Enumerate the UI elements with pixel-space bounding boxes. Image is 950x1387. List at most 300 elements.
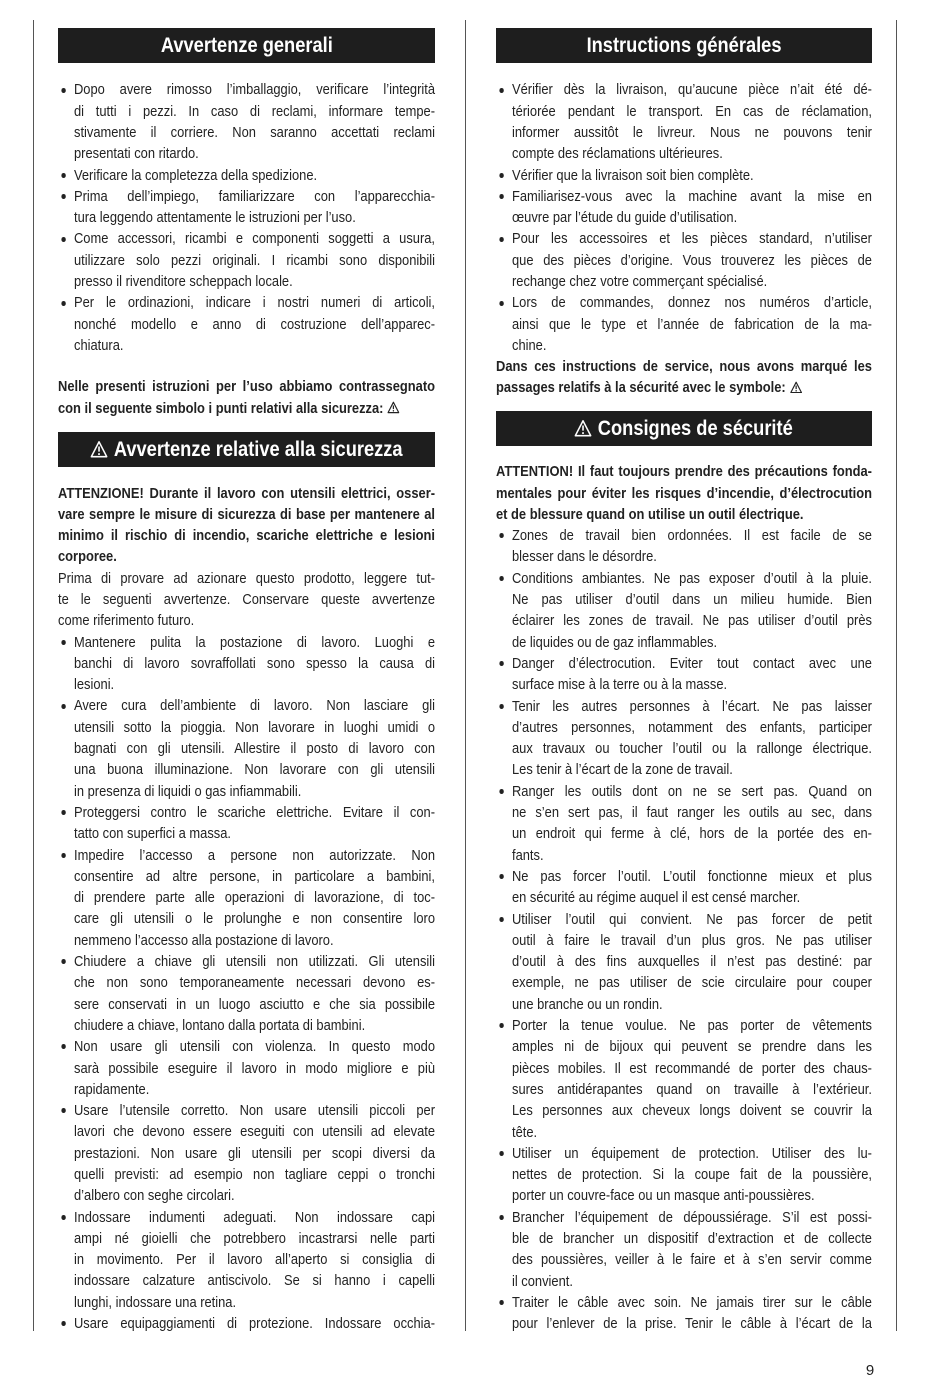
text-line	[74, 1058, 435, 1079]
bold-paragraph	[58, 483, 435, 568]
text-line	[512, 143, 872, 164]
bullet-marker	[61, 173, 66, 178]
line-text: lesioni.	[73, 676, 115, 694]
line-text: Les tenir à l’écart de la zone de travail.	[511, 761, 733, 779]
warning-icon	[388, 401, 400, 414]
text-line	[74, 1143, 435, 1164]
text-line	[74, 250, 435, 271]
line-text: indossare calzature antiscivolo. Se si hanno i capelli	[73, 1272, 436, 1290]
line-text: nemmeno l’accesso alla postazione di lavoro.	[73, 931, 334, 949]
warning-icon	[90, 440, 107, 458]
bullet-item	[496, 781, 872, 866]
line-text: quelli previsti: ad esempio non tagliare ceppi o tronchi	[73, 1166, 436, 1183]
bullet-item	[58, 165, 435, 186]
bullet-item	[58, 79, 435, 164]
general-instructions-list-fr	[496, 79, 872, 356]
text-line	[74, 908, 435, 929]
bullet-marker	[61, 810, 66, 815]
section-header-general-fr	[496, 28, 872, 63]
line-text: en sécurité au régime auquel il est censé marcher.	[511, 889, 801, 907]
line-text: vare sempre le misure di sicurezza di base per mantenere al	[58, 505, 436, 523]
text-line	[58, 483, 435, 504]
safety-symbol-note-it	[58, 376, 435, 419]
line-text: Danger d’électrocution. Eviter tout contact avec une	[511, 654, 872, 672]
line-text: pièces mobiles. Il est recommandé de porter des chaus-	[511, 1059, 872, 1077]
text-line	[74, 79, 435, 100]
line-text: con il seguente simbolo i punti relativi alla sicurezza:	[58, 399, 384, 417]
bold-paragraph	[496, 461, 872, 525]
text-line	[58, 610, 435, 631]
text-line	[512, 1207, 872, 1228]
text-line	[496, 504, 872, 525]
line-text: Ranger les outils dont on ne se sert pas. Quand on	[511, 782, 872, 800]
safety-instructions-fr	[496, 461, 872, 1334]
text-line	[74, 994, 435, 1015]
line-text: surface mise à la terre ou à la masse.	[511, 676, 728, 694]
bullet-marker	[499, 194, 504, 199]
text-line	[74, 1121, 435, 1142]
warning-icon	[790, 381, 802, 394]
text-line	[512, 972, 872, 993]
text-line	[74, 1207, 435, 1228]
line-text: lunghi, indossare una retina.	[73, 1293, 237, 1311]
bullet-marker	[499, 661, 504, 666]
text-line	[74, 738, 435, 759]
text-line	[74, 207, 435, 228]
section-header-content	[90, 432, 402, 467]
text-line	[512, 314, 872, 335]
line-text: come riferimento futuro.	[58, 612, 195, 630]
text-line	[512, 674, 872, 695]
bullet-marker	[61, 959, 66, 964]
text-line	[58, 398, 435, 419]
text-line	[512, 1228, 872, 1249]
text-line	[512, 525, 872, 546]
text-line	[74, 1185, 435, 1206]
line-text: utensili sotto la pioggia. Non lavorare in luoghi umidi o	[73, 718, 436, 736]
text-line	[74, 781, 435, 802]
line-text: Come accessori, ricambi e componenti soggetti a usura,	[73, 230, 436, 248]
text-line	[512, 568, 872, 589]
text-line	[512, 186, 872, 207]
line-text: lavori che devono essere eseguiti con utensili ad elevate	[73, 1123, 436, 1141]
text-line	[512, 292, 872, 313]
bullet-marker	[499, 874, 504, 879]
bullet-item	[496, 696, 872, 781]
line-text: Dopo avere rimosso l’imballaggio, verificare l’integrità	[73, 81, 436, 99]
bullet-marker	[499, 1215, 504, 1220]
text-line	[512, 930, 872, 951]
line-text: un endroit qui ferme à clé, hors de la portée des en-	[511, 825, 872, 843]
line-text: care gli utensili o le prolunghe e non consentire loro	[73, 910, 436, 928]
paragraph	[58, 568, 435, 632]
bullet-item	[496, 292, 872, 356]
text-line	[512, 887, 872, 908]
text-line	[512, 1292, 872, 1313]
section-header-content	[575, 411, 793, 446]
line-text: sarà possibile eseguire il lavoro in modo migliore e più	[73, 1059, 436, 1077]
line-text: Traiter le câble avec soin. Ne jamais tirer sur le câble	[511, 1293, 872, 1311]
bullet-marker	[61, 1321, 66, 1326]
bullet-marker	[499, 1023, 504, 1028]
line-text: passages relatifs à la sécurité avec le symbole:	[496, 379, 786, 397]
bullet-item	[496, 165, 872, 186]
text-line	[58, 546, 435, 567]
line-text: Ne pas utiliser d’outil dans un milieu humide. Bien	[511, 591, 872, 609]
line-text: ble de brancher un dispositif d’extraction et de collecte	[511, 1229, 872, 1247]
line-text: Les personnes aux cheveux longs doivent se couvrir la	[511, 1102, 872, 1120]
text-line	[512, 207, 872, 228]
bullet-item	[496, 568, 872, 653]
line-text: Utiliser un équipement de protection. Utiliser des lu-	[511, 1144, 872, 1162]
bullet-item	[58, 1207, 435, 1313]
bullet-item	[58, 695, 435, 801]
safety-instructions-it	[58, 483, 435, 1335]
text-line	[512, 589, 872, 610]
text-line	[512, 1185, 872, 1206]
bullet-item	[496, 1015, 872, 1143]
text-line	[74, 866, 435, 887]
text-line	[74, 972, 435, 993]
line-text: banchi di lavoro sovraffollati sono spesso la causa di	[73, 654, 436, 672]
text-line	[74, 951, 435, 972]
line-text: compte des réclamations ultérieures.	[511, 145, 723, 163]
text-line	[512, 79, 872, 100]
text-line	[512, 759, 872, 780]
text-line	[58, 504, 435, 525]
text-line	[512, 1036, 872, 1057]
line-text: Mantenere pulita la postazione di lavoro. Luoghi e	[73, 633, 436, 651]
text-line	[74, 228, 435, 249]
section-header-safety-it	[58, 432, 435, 467]
bullet-marker	[61, 704, 66, 709]
line-text: aux travaux ou toucher l’outil ou la rallonge électrique.	[511, 740, 872, 758]
safety-symbol-note-fr	[496, 356, 872, 399]
line-text: Ne pas forcer l’outil. L’outil fonctionne mieux et plus	[511, 867, 872, 885]
line-text: informer aussitôt le livreur. Nous ne pouvons tenir	[511, 123, 872, 141]
line-text: utilizzare solo pezzi originali. I ricambi sono disponibili	[73, 251, 436, 269]
bullet-marker	[499, 301, 504, 306]
text-line	[512, 1058, 872, 1079]
text-line	[74, 271, 435, 292]
bullet-item	[496, 525, 872, 568]
section-header-general-it	[58, 28, 435, 63]
bullet-item	[58, 186, 435, 229]
bullet-item	[496, 1292, 872, 1335]
text-line	[74, 653, 435, 674]
text-line	[512, 717, 872, 738]
bullet-marker	[61, 640, 66, 645]
line-text: sere conservati in un luogo asciutto e che sia possibile	[73, 995, 436, 1013]
text-line	[512, 781, 872, 802]
text-line	[74, 759, 435, 780]
text-line	[74, 823, 435, 844]
line-text: blesser dans le désordre.	[511, 548, 657, 566]
line-text: Vérifier que la livraison soit bien complète.	[511, 166, 754, 184]
bullet-item	[496, 1207, 872, 1292]
line-text: Tenir les autres personnes à l’écart. Ne pas laisser	[511, 697, 872, 715]
line-text: ainsi que le type et l’année de fabrication de la ma-	[511, 315, 872, 333]
text-line	[496, 377, 872, 398]
bullet-marker	[499, 789, 504, 794]
text-line	[512, 250, 872, 271]
line-text: nettes de protection. Si la coupe fait de la poussière,	[511, 1166, 872, 1184]
bullet-marker	[499, 88, 504, 93]
line-text: pour l’enlever de la prise. Tenir le câble à l’écart de la	[511, 1315, 872, 1333]
line-text: in presenza di liquidi o gas infiammabili.	[73, 782, 302, 800]
line-text: chiudere a chiave, lontano dalla portata di bambini.	[73, 1016, 366, 1034]
text-line	[74, 1036, 435, 1057]
text-line	[512, 909, 872, 930]
text-line	[74, 1164, 435, 1185]
line-text: prestazioni. Non usare gli utensili per scopi diversi da	[73, 1144, 436, 1162]
line-text: che non sono temporaneamente necessari devono es-	[73, 974, 436, 992]
bullet-marker	[499, 173, 504, 178]
line-text: Pour les accessoires et les pièces standard, n’utiliser	[511, 230, 872, 248]
bullet-item	[496, 653, 872, 696]
bullet-item	[496, 228, 872, 292]
line-text: consentire ad altre persone, in particolare a bambini,	[73, 867, 436, 885]
line-text: chine.	[511, 336, 547, 354]
text-line	[512, 335, 872, 356]
text-line	[58, 525, 435, 546]
column-rule-right	[896, 20, 897, 1331]
line-text: Non usare gli utensili con violenza. In questo modo	[73, 1038, 436, 1056]
line-text: Nelle presenti istruzioni per l’uso abbiamo contrassegnato	[58, 378, 436, 396]
line-text: Dans ces instructions de service, nous avons marqué les	[496, 358, 872, 376]
text-line	[512, 1249, 872, 1270]
line-text: tériorée pendant le transport. En cas de réclamation,	[511, 102, 872, 120]
text-line	[74, 802, 435, 823]
line-text: amples ni de bijoux qui peuvent se prendre dans les	[511, 1038, 872, 1056]
line-text: porter un couvre-face ou un masque anti-poussières.	[511, 1187, 815, 1205]
bullet-marker	[499, 237, 504, 242]
bullet-marker	[61, 237, 66, 242]
line-text: Vérifier dès la livraison, qu’aucune pièce n’ait été dé-	[511, 81, 872, 99]
bold-paragraph	[496, 356, 872, 399]
line-text: ne s’en sert pas, il faut ranger les outils au sec, dans	[511, 804, 872, 822]
line-text: et de blessure quand on utilise un outil électrique.	[496, 505, 804, 523]
line-text: ampi né gioielli che potrebbero incastrarsi nelle parti	[73, 1229, 436, 1247]
bullet-item	[496, 1143, 872, 1207]
line-text: ATTENZIONE! Durante il lavoro con utensili elettrici, osser-	[58, 484, 436, 502]
text-line	[512, 866, 872, 887]
text-line	[74, 101, 435, 122]
text-line	[512, 228, 872, 249]
line-text: d’albero con seghe circolari.	[73, 1187, 235, 1205]
text-line	[512, 653, 872, 674]
page-number: 9	[865, 1362, 875, 1379]
text-line	[512, 546, 872, 567]
bullet-marker	[499, 1151, 504, 1156]
line-text: in movimento. Per il lavoro all’aperto si consiglia di	[73, 1251, 436, 1269]
line-text: que des pièces d’origine. Vous trouverez les pièces de	[511, 251, 872, 269]
text-line	[512, 610, 872, 631]
line-text: Porter la tenue voulue. Ne pas porter de vêtements	[511, 1017, 872, 1035]
line-text: ATTENTION! Il faut toujours prendre des précautions fonda-	[496, 463, 872, 481]
line-text: una buona illuminazione. Non lavorare con gli utensili	[73, 761, 436, 779]
text-line	[74, 1292, 435, 1313]
text-line	[512, 1313, 872, 1334]
line-text: minimo il rischio di incendio, scariche elettriche e lesioni	[58, 527, 436, 545]
line-text: tura leggendo attentamente le istruzioni per l’uso.	[73, 209, 356, 227]
bullet-marker	[499, 533, 504, 538]
line-text: presentati con ritardo.	[73, 145, 199, 163]
text-line	[512, 1164, 872, 1185]
text-line	[74, 1228, 435, 1249]
line-text: Prima dell’impiego, familiarizzare con l’apparecchia-	[73, 187, 436, 205]
bullet-marker	[61, 1108, 66, 1113]
line-text: te le seguenti avvertenze. Conservare queste avvertenze	[58, 590, 436, 608]
bullet-item	[58, 1313, 435, 1334]
line-text: œuvre par l’étude du guide d’utilisation.	[511, 209, 738, 227]
text-line	[74, 186, 435, 207]
bullet-marker	[61, 301, 66, 306]
line-text: Utiliser l’outil qui convient. Ne pas forcer de petit	[511, 910, 872, 928]
line-text: mentales pour éviter les risques d’incendie, d’électrocution	[496, 484, 872, 502]
text-line	[58, 568, 435, 589]
bullet-marker	[499, 1300, 504, 1305]
bullet-item	[496, 79, 872, 164]
bullet-marker	[61, 1215, 66, 1220]
text-line	[74, 930, 435, 951]
bullet-marker	[61, 194, 66, 199]
text-line	[74, 165, 435, 186]
text-line	[512, 738, 872, 759]
bullet-item	[58, 1100, 435, 1206]
text-line	[512, 1122, 872, 1143]
section-header-title: Avvertenze generali	[160, 34, 333, 57]
text-line	[512, 994, 872, 1015]
line-text: Lors de commandes, donnez nos numéros d’article,	[511, 294, 872, 312]
line-text: Conditions ambiantes. Ne pas exposer d’outil à la pluie.	[511, 569, 872, 587]
line-text: tête.	[511, 1123, 538, 1141]
line-text: Avere cura dell’ambiente di lavoro. Non lasciare gli	[73, 697, 436, 715]
text-line	[74, 1313, 435, 1334]
section-header-title: Avvertenze relative alla sicurezza	[113, 438, 403, 461]
text-line	[74, 1270, 435, 1291]
text-line	[512, 101, 872, 122]
text-line	[512, 632, 872, 653]
text-line	[74, 1100, 435, 1121]
bullet-item	[58, 292, 435, 356]
text-line	[512, 802, 872, 823]
line-text: outil à faire le travail d’un plus gros. Ne pas utiliser	[511, 931, 872, 949]
line-text: sures antidérapantes quand on travaille à l’extérieur.	[511, 1080, 872, 1098]
line-text: il convient.	[511, 1272, 573, 1290]
text-line	[512, 1143, 872, 1164]
column-rule-left	[33, 20, 34, 1331]
line-text: di prendere parte alle operazioni di lavorazione, di toc-	[73, 889, 436, 907]
line-text: exemple, ne pas utiliser de scie circulaire pour couper	[511, 974, 872, 992]
line-text: rapidamente.	[73, 1080, 150, 1098]
bullet-item	[58, 1036, 435, 1100]
section-header-safety-fr	[496, 411, 872, 446]
text-line	[74, 717, 435, 738]
text-line	[512, 1100, 872, 1121]
text-line	[74, 143, 435, 164]
line-text: di tutti i pezzi. In caso di reclami, informare tempe-	[73, 102, 436, 120]
line-text: bagnati con gli utensili. Allestire il posto di lavoro con	[73, 740, 436, 758]
bullet-item	[58, 802, 435, 845]
text-line	[496, 461, 872, 482]
text-line	[74, 335, 435, 356]
column-rule-middle	[465, 20, 466, 1331]
text-line	[74, 1249, 435, 1270]
text-line	[74, 1079, 435, 1100]
text-line	[74, 292, 435, 313]
line-text: stivamente il corriere. Non saranno accettati reclami	[73, 123, 436, 141]
text-line	[74, 314, 435, 335]
text-line	[512, 165, 872, 186]
line-text: tatto con superfici a massa.	[73, 825, 232, 843]
text-line	[74, 695, 435, 716]
bullet-item	[58, 228, 435, 292]
text-line	[512, 1271, 872, 1292]
general-instructions-list-it	[58, 79, 435, 356]
line-text: Usare equipaggiamenti di protezione. Indossare occhia-	[73, 1315, 436, 1333]
bullet-marker	[61, 88, 66, 93]
line-text: nonché modello e anno di costruzione dell’apparec-	[73, 315, 436, 333]
line-text: Chiudere a chiave gli utensili non utilizzati. Gli utensili	[73, 953, 436, 971]
line-text: Prima di provare ad azionare questo prodotto, leggere tut-	[58, 569, 436, 587]
bullet-item	[58, 845, 435, 951]
bullet-item	[496, 866, 872, 909]
text-line	[512, 823, 872, 844]
line-text: fants.	[511, 846, 544, 864]
line-text: Familiarisez-vous avec la machine avant la mise en	[511, 187, 872, 205]
text-line	[58, 376, 435, 397]
line-text: chiatura.	[73, 336, 124, 354]
line-text: de liquides ou de gaz inflammables.	[511, 633, 718, 651]
text-line	[74, 1015, 435, 1036]
text-line	[512, 1079, 872, 1100]
bullet-marker	[61, 1044, 66, 1049]
line-text: d’outil à des fins auxquelles il n’est pas destiné: par	[511, 953, 872, 971]
line-text: des poussières, veiller à le faire et à s’en servir comme	[511, 1251, 872, 1269]
line-text: éclairer les zones de travail. Ne pas utiliser d’outil près	[511, 612, 872, 630]
line-text: Indossare indumenti adeguati. Non indossare capi	[73, 1208, 436, 1226]
section-header-title: Instructions générales	[586, 34, 782, 57]
line-text: Verificare la completezza della spedizione.	[73, 166, 318, 184]
line-text: Proteggersi contro le scariche elettriche. Evitare il con-	[73, 803, 436, 821]
bullet-item	[496, 186, 872, 229]
text-line	[496, 483, 872, 504]
line-text: Impedire l’accesso a persone non autorizzate. Non	[73, 846, 436, 864]
section-header-title: Consignes de sécurité	[598, 417, 794, 440]
bullet-item	[58, 632, 435, 696]
text-line	[512, 951, 872, 972]
text-line	[512, 696, 872, 717]
bullet-item	[58, 951, 435, 1036]
text-line	[512, 845, 872, 866]
text-line	[512, 1015, 872, 1036]
text-line	[496, 356, 872, 377]
line-text: rechange chez votre commerçant spécialisé.	[511, 273, 768, 291]
line-text: Usare l’utensile corretto. Non usare utensili piccoli per	[73, 1102, 436, 1120]
bullet-item	[496, 909, 872, 1015]
bullet-marker	[499, 704, 504, 709]
text-line	[74, 887, 435, 908]
text-line	[74, 632, 435, 653]
text-line	[74, 122, 435, 143]
line-text: Brancher l’équipement de dépoussiérage. S’il est possi-	[511, 1208, 872, 1226]
line-text: Zones de travail bien ordonnées. Il est facile de se	[511, 527, 872, 545]
bullet-marker	[499, 576, 504, 581]
bullet-marker	[61, 853, 66, 858]
bold-paragraph	[58, 376, 435, 419]
bullet-marker	[499, 917, 504, 922]
